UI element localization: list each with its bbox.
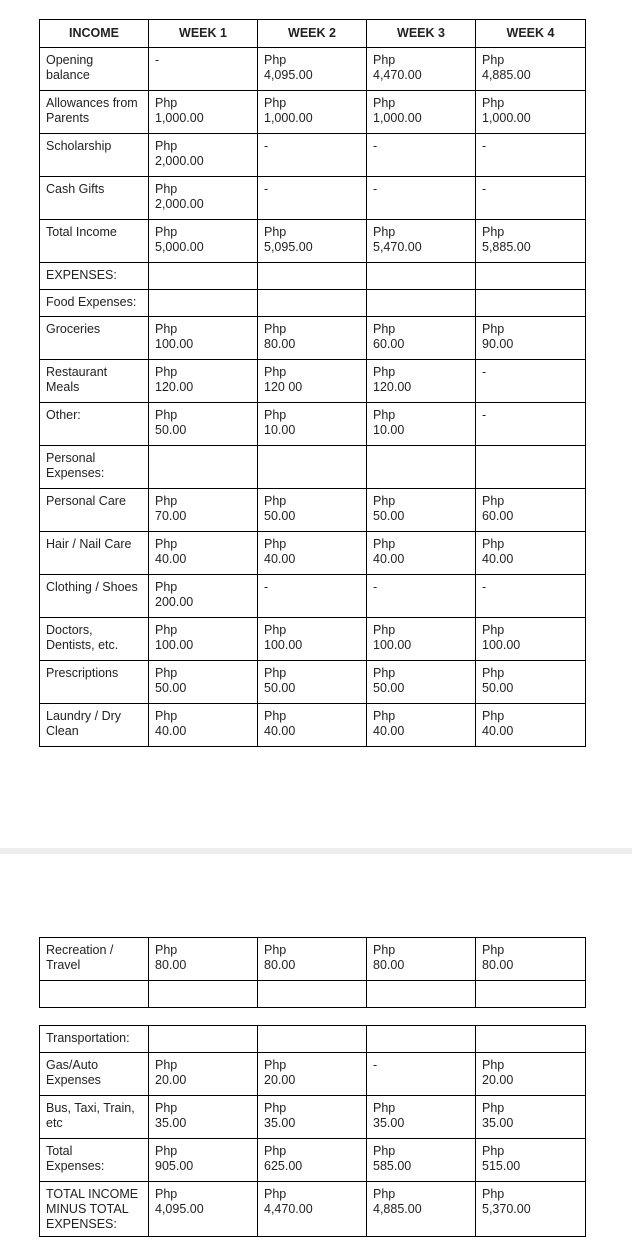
- row-label: Prescriptions: [40, 661, 149, 704]
- week-3-cell: Php 80.00: [367, 938, 476, 981]
- week-3-cell: Php 1,000.00: [367, 91, 476, 134]
- row-label: Transportation:: [40, 1026, 149, 1053]
- row-label: Cash Gifts: [40, 177, 149, 220]
- week-2-cell: Php 50.00: [258, 489, 367, 532]
- week-1-cell: Php 2,000.00: [149, 134, 258, 177]
- week-4-cell: Php 40.00: [476, 532, 586, 575]
- week-3-cell: -: [367, 134, 476, 177]
- row-label: Doctors, Dentists, etc.: [40, 618, 149, 661]
- week-4-cell: -: [476, 134, 586, 177]
- week-4-cell: Php 60.00: [476, 489, 586, 532]
- table-row: [40, 704, 586, 747]
- week-4-cell: -: [476, 403, 586, 446]
- header-week-1: WEEK 1: [149, 20, 258, 48]
- week-3-cell: Php 60.00: [367, 317, 476, 360]
- week-2-cell: Php 40.00: [258, 704, 367, 747]
- page-2b-body: [40, 1026, 586, 1237]
- week-4-cell: Php 35.00: [476, 1096, 586, 1139]
- week-1-cell: [149, 263, 258, 290]
- budget-table-page-1: [39, 19, 586, 747]
- week-1-cell: Php 120.00: [149, 360, 258, 403]
- week-2-cell: Php 4,095.00: [258, 48, 367, 91]
- page-1-body: [40, 48, 586, 747]
- week-2-cell: Php 10.00: [258, 403, 367, 446]
- week-4-cell: [476, 981, 586, 1008]
- week-3-cell: -: [367, 177, 476, 220]
- week-2-cell: Php 50.00: [258, 661, 367, 704]
- row-label: Scholarship: [40, 134, 149, 177]
- week-3-cell: -: [367, 575, 476, 618]
- row-label: Allowances from Parents: [40, 91, 149, 134]
- week-4-cell: [476, 290, 586, 317]
- week-2-cell: Php 40.00: [258, 532, 367, 575]
- week-1-cell: Php 35.00: [149, 1096, 258, 1139]
- week-3-cell: [367, 446, 476, 489]
- week-4-cell: Php 80.00: [476, 938, 586, 981]
- budget-table-page-2b: [39, 1025, 586, 1237]
- week-4-cell: [476, 446, 586, 489]
- table-row: [40, 403, 586, 446]
- week-2-cell: -: [258, 575, 367, 618]
- week-2-cell: Php 4,470.00: [258, 1182, 367, 1237]
- week-1-cell: Php 70.00: [149, 489, 258, 532]
- table-row: [40, 134, 586, 177]
- week-2-cell: [258, 981, 367, 1008]
- table-row: [40, 220, 586, 263]
- week-3-cell: [367, 290, 476, 317]
- week-4-cell: Php 515.00: [476, 1139, 586, 1182]
- page-break: [0, 848, 632, 854]
- week-3-cell: Php 10.00: [367, 403, 476, 446]
- row-label: TOTAL INCOME MINUS TOTAL EXPENSES:: [40, 1182, 149, 1237]
- row-label: Gas/Auto Expenses: [40, 1053, 149, 1096]
- week-1-cell: Php 40.00: [149, 704, 258, 747]
- row-label: Total Income: [40, 220, 149, 263]
- table-row: [40, 91, 586, 134]
- week-4-cell: Php 5,370.00: [476, 1182, 586, 1237]
- week-4-cell: [476, 263, 586, 290]
- week-4-cell: Php 50.00: [476, 661, 586, 704]
- table-row: [40, 1096, 586, 1139]
- week-1-cell: -: [149, 48, 258, 91]
- week-2-cell: Php 1,000.00: [258, 91, 367, 134]
- row-label: Personal Expenses:: [40, 446, 149, 489]
- row-label: Hair / Nail Care: [40, 532, 149, 575]
- week-2-cell: [258, 446, 367, 489]
- table-row: [40, 661, 586, 704]
- table-row: [40, 48, 586, 91]
- week-3-cell: Php 40.00: [367, 704, 476, 747]
- table-row: [40, 1026, 586, 1053]
- week-3-cell: Php 4,470.00: [367, 48, 476, 91]
- week-4-cell: Php 90.00: [476, 317, 586, 360]
- budget-table-page-2a: [39, 937, 586, 1008]
- week-3-cell: Php 40.00: [367, 532, 476, 575]
- row-label: Laundry / Dry Clean: [40, 704, 149, 747]
- row-label: Opening balance: [40, 48, 149, 91]
- row-label: Personal Care: [40, 489, 149, 532]
- week-4-cell: -: [476, 360, 586, 403]
- week-2-cell: -: [258, 177, 367, 220]
- table-row: [40, 618, 586, 661]
- row-label: Recreation / Travel: [40, 938, 149, 981]
- week-2-cell: Php 35.00: [258, 1096, 367, 1139]
- week-4-cell: Php 1,000.00: [476, 91, 586, 134]
- week-1-cell: Php 5,000.00: [149, 220, 258, 263]
- header-income: INCOME: [40, 20, 149, 48]
- week-1-cell: [149, 290, 258, 317]
- week-1-cell: [149, 1026, 258, 1053]
- week-2-cell: Php 20.00: [258, 1053, 367, 1096]
- week-4-cell: [476, 1026, 586, 1053]
- week-1-cell: [149, 981, 258, 1008]
- week-3-cell: Php 35.00: [367, 1096, 476, 1139]
- table-row: [40, 532, 586, 575]
- row-label: [40, 981, 149, 1008]
- header-week-2: WEEK 2: [258, 20, 367, 48]
- week-1-cell: [149, 446, 258, 489]
- table-row: [40, 290, 586, 317]
- week-3-cell: [367, 263, 476, 290]
- week-3-cell: [367, 981, 476, 1008]
- week-4-cell: Php 100.00: [476, 618, 586, 661]
- table-row: [40, 575, 586, 618]
- week-1-cell: Php 200.00: [149, 575, 258, 618]
- week-1-cell: Php 100.00: [149, 317, 258, 360]
- week-3-cell: -: [367, 1053, 476, 1096]
- week-3-cell: Php 100.00: [367, 618, 476, 661]
- week-4-cell: Php 20.00: [476, 1053, 586, 1096]
- week-2-cell: Php 80.00: [258, 938, 367, 981]
- week-3-cell: Php 120.00: [367, 360, 476, 403]
- table-row: [40, 317, 586, 360]
- week-1-cell: Php 50.00: [149, 403, 258, 446]
- week-4-cell: Php 40.00: [476, 704, 586, 747]
- header-week-3: WEEK 3: [367, 20, 476, 48]
- week-1-cell: Php 80.00: [149, 938, 258, 981]
- week-3-cell: Php 50.00: [367, 661, 476, 704]
- header-week-4: WEEK 4: [476, 20, 586, 48]
- table-row: [40, 1182, 586, 1237]
- week-3-cell: Php 4,885.00: [367, 1182, 476, 1237]
- week-2-cell: [258, 1026, 367, 1053]
- page-2a-body: [40, 938, 586, 1008]
- table-row: [40, 177, 586, 220]
- week-1-cell: Php 20.00: [149, 1053, 258, 1096]
- week-2-cell: Php 100.00: [258, 618, 367, 661]
- week-2-cell: [258, 263, 367, 290]
- week-4-cell: -: [476, 575, 586, 618]
- week-3-cell: [367, 1026, 476, 1053]
- row-label: Total Expenses:: [40, 1139, 149, 1182]
- week-1-cell: Php 100.00: [149, 618, 258, 661]
- week-3-cell: Php 50.00: [367, 489, 476, 532]
- week-4-cell: Php 5,885.00: [476, 220, 586, 263]
- week-1-cell: Php 50.00: [149, 661, 258, 704]
- week-2-cell: -: [258, 134, 367, 177]
- week-2-cell: Php 80.00: [258, 317, 367, 360]
- week-3-cell: Php 585.00: [367, 1139, 476, 1182]
- week-1-cell: Php 905.00: [149, 1139, 258, 1182]
- week-2-cell: [258, 290, 367, 317]
- row-label: Bus, Taxi, Train, etc: [40, 1096, 149, 1139]
- week-4-cell: Php 4,885.00: [476, 48, 586, 91]
- table-row: [40, 1053, 586, 1096]
- week-2-cell: Php 625.00: [258, 1139, 367, 1182]
- week-2-cell: Php 120 00: [258, 360, 367, 403]
- table-row: [40, 938, 586, 981]
- table-row: [40, 360, 586, 403]
- week-3-cell: Php 5,470.00: [367, 220, 476, 263]
- week-1-cell: Php 1,000.00: [149, 91, 258, 134]
- week-1-cell: Php 40.00: [149, 532, 258, 575]
- week-1-cell: Php 4,095.00: [149, 1182, 258, 1237]
- week-2-cell: Php 5,095.00: [258, 220, 367, 263]
- table-row: [40, 263, 586, 290]
- row-label: Groceries: [40, 317, 149, 360]
- week-1-cell: Php 2,000.00: [149, 177, 258, 220]
- row-label: Other:: [40, 403, 149, 446]
- row-label: Restaurant Meals: [40, 360, 149, 403]
- header-row: [40, 20, 586, 48]
- row-label: Clothing / Shoes: [40, 575, 149, 618]
- table-row: [40, 489, 586, 532]
- row-label: EXPENSES:: [40, 263, 149, 290]
- table-row: [40, 1139, 586, 1182]
- row-label: Food Expenses:: [40, 290, 149, 317]
- week-4-cell: -: [476, 177, 586, 220]
- table-row: [40, 981, 586, 1008]
- table-row: [40, 446, 586, 489]
